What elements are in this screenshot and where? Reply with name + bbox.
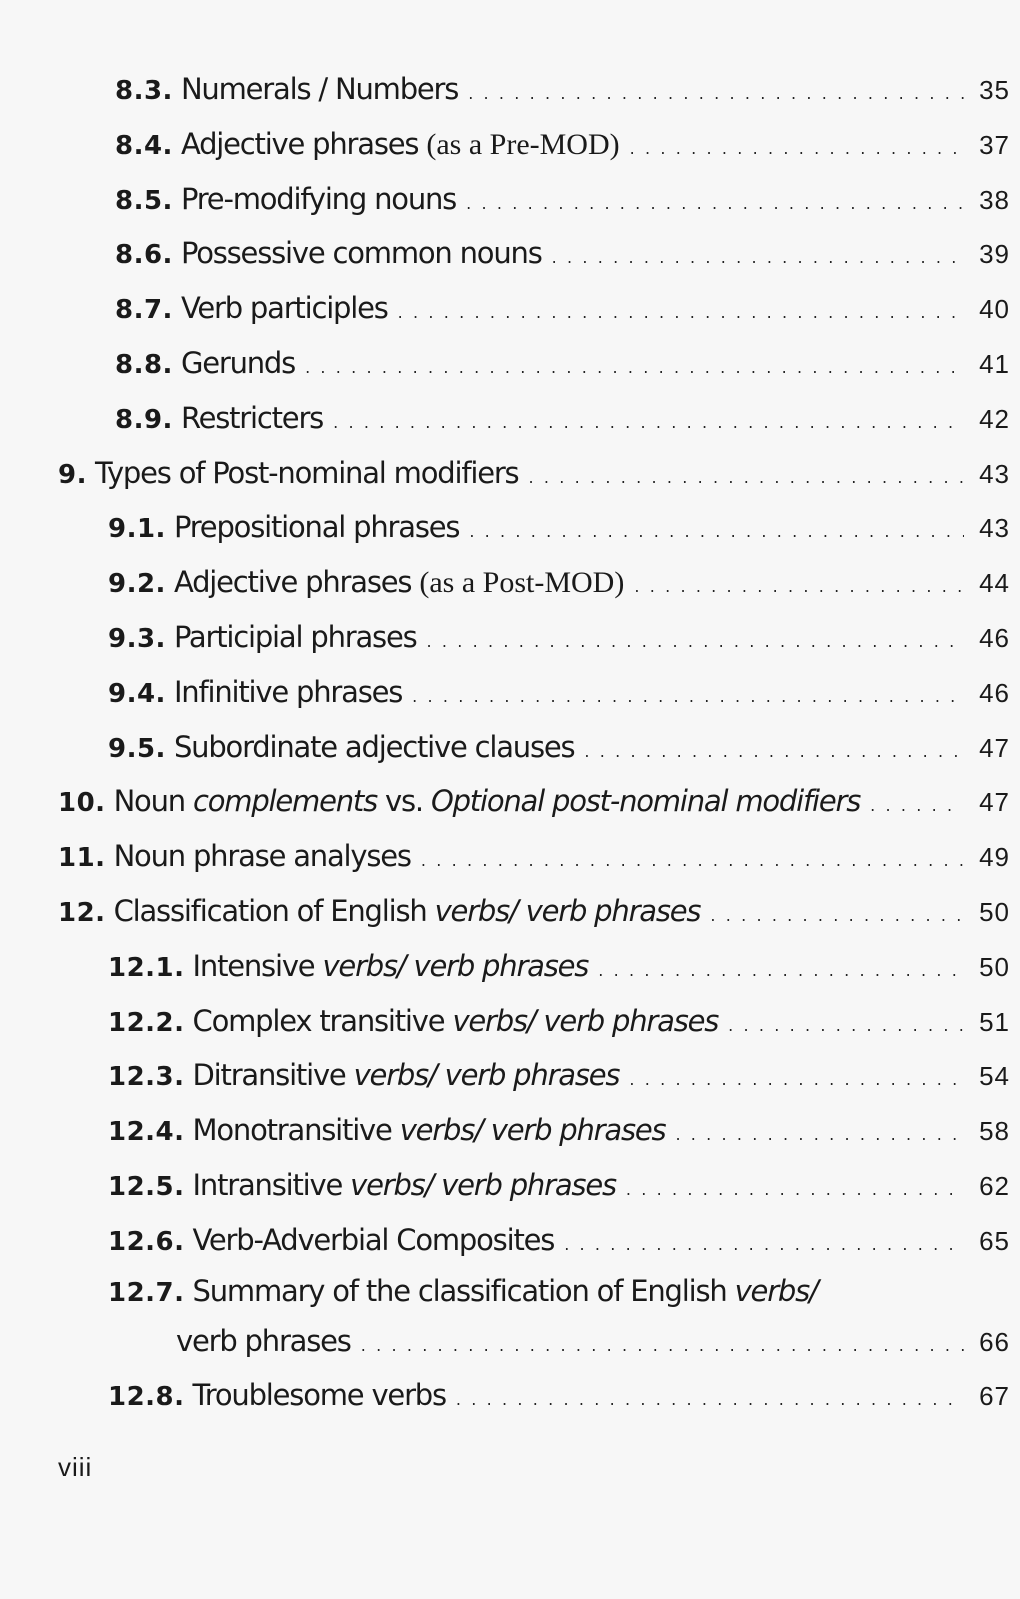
- entry-number: 8.5.: [115, 185, 173, 216]
- toc-entry-9-2: [0, 555, 1020, 610]
- entry-title-continued: verb phrases: [176, 1323, 351, 1358]
- dot-leader: [469, 505, 964, 560]
- entry-title: Noun phrase analyses: [113, 839, 411, 874]
- entry-page: 65: [979, 1225, 1010, 1256]
- toc-entry-9-5: [0, 720, 1020, 775]
- table-of-contents: [0, 62, 1020, 1422]
- entry-page: 50: [979, 951, 1010, 982]
- toc-entry-12-5: [0, 1158, 1020, 1213]
- dot-leader: [398, 286, 964, 341]
- toc-entry-12-3: [0, 1048, 1020, 1103]
- entry-number: 11.: [58, 843, 106, 874]
- dot-leader: [466, 177, 964, 232]
- entry-page: 51: [979, 1006, 1010, 1037]
- toc-entry-8-9: [0, 391, 1020, 446]
- entry-title: Ditransitive verbs/ verb phrases: [192, 1058, 620, 1093]
- entry-page: 46: [979, 622, 1010, 653]
- dot-leader: [630, 122, 964, 177]
- entry-number: 9.5.: [108, 733, 166, 764]
- toc-entry-8-8: [0, 336, 1020, 391]
- entry-title: Gerunds: [180, 345, 296, 380]
- dot-leader: [305, 341, 964, 396]
- entry-title-note: (as a Pre-MOD): [426, 127, 620, 161]
- toc-entry-8-6: [0, 226, 1020, 281]
- entry-title: Subordinate adjective clauses: [173, 729, 575, 764]
- dot-leader: [675, 1108, 964, 1163]
- entry-page: 47: [979, 787, 1010, 818]
- dot-leader: [333, 396, 964, 451]
- dot-leader: [456, 1373, 964, 1428]
- entry-number: 8.4.: [115, 130, 173, 161]
- entry-page: 42: [979, 403, 1010, 434]
- toc-entry-10: [0, 774, 1020, 829]
- entry-number: 9.4.: [108, 678, 166, 709]
- entry-page: 67: [979, 1380, 1010, 1411]
- entry-title: Numerals / Numbers: [180, 72, 459, 106]
- entry-page: 39: [979, 239, 1010, 270]
- entry-title: Adjective phrases (as a Post-MOD): [173, 565, 625, 600]
- toc-entry-12: [0, 884, 1020, 939]
- entry-page: 35: [979, 75, 1010, 105]
- entry-number: 12.7.: [108, 1277, 185, 1308]
- entry-title: Classification of English verbs/ verb phrases: [113, 893, 701, 928]
- dot-leader: [528, 451, 964, 506]
- entry-title: Intensive verbs/ verb phrases: [192, 948, 589, 983]
- entry-number: 9.1.: [108, 514, 166, 545]
- entry-page: 43: [979, 458, 1010, 489]
- toc-entry-9-4: [0, 665, 1020, 720]
- entry-number: 8.6.: [115, 240, 173, 271]
- entry-title: Pre-modifying nouns: [180, 181, 457, 216]
- entry-title: Monotransitive verbs/ verb phrases: [192, 1113, 666, 1148]
- dot-leader: [598, 944, 964, 999]
- entry-title: Noun complements vs. Optional post-nominal modifiers: [113, 784, 861, 819]
- dot-leader: [626, 1163, 964, 1218]
- entry-page: 49: [979, 842, 1010, 873]
- entry-number: 9.2.: [108, 569, 166, 600]
- entry-page: 66: [979, 1326, 1010, 1357]
- entry-number: 8.3.: [115, 76, 173, 106]
- entry-number: 12.: [58, 897, 106, 928]
- entry-number: 12.4.: [108, 1117, 185, 1148]
- entry-page: 46: [979, 677, 1010, 708]
- entry-title: Intransitive verbs/ verb phrases: [192, 1167, 616, 1202]
- entry-title: Adjective phrases (as a Pre-MOD): [180, 126, 620, 161]
- dot-leader: [728, 999, 964, 1054]
- entry-page: 44: [979, 568, 1010, 599]
- entry-title: Types of Post-nominal modifiers: [94, 455, 519, 490]
- entry-title: Possessive common nouns: [180, 236, 542, 271]
- dot-leader: [870, 779, 964, 834]
- entry-number: 9.3.: [108, 623, 166, 654]
- toc-entry-8-5: [0, 172, 1020, 227]
- entry-number: 12.3.: [108, 1062, 185, 1093]
- entry-title: Participial phrases: [173, 619, 417, 654]
- toc-entry-11: [0, 829, 1020, 884]
- entry-title: Troublesome verbs: [192, 1377, 446, 1412]
- dot-leader: [412, 670, 964, 725]
- entry-page: 37: [979, 129, 1010, 160]
- dot-leader: [361, 1319, 964, 1373]
- entry-number: 9.: [58, 459, 87, 490]
- toc-entry-12-7: [0, 1268, 1020, 1314]
- dot-leader: [584, 725, 964, 780]
- dot-leader: [629, 1053, 964, 1108]
- entry-number: 12.8.: [108, 1381, 185, 1412]
- toc-entry-9-1: [0, 500, 1020, 555]
- toc-entry-9-3: [0, 610, 1020, 665]
- dot-leader: [710, 889, 964, 944]
- toc-entry-9: [0, 446, 1020, 501]
- entry-page: 58: [979, 1116, 1010, 1147]
- dot-leader: [634, 560, 964, 615]
- entry-page: 43: [979, 513, 1010, 544]
- entry-title: Complex transitive verbs/ verb phrases: [192, 1003, 719, 1038]
- entry-number: 8.9.: [115, 404, 173, 435]
- entry-number: 8.8.: [115, 349, 173, 380]
- dot-leader: [427, 615, 965, 670]
- dot-leader: [421, 834, 964, 889]
- entry-page: 41: [979, 348, 1010, 379]
- entry-number: 12.6.: [108, 1226, 185, 1257]
- entry-page: 47: [979, 732, 1010, 763]
- toc-entry-12-4: [0, 1103, 1020, 1158]
- entry-title: Infinitive phrases: [173, 674, 403, 709]
- toc-entry-12-1: [0, 939, 1020, 994]
- entry-page: 62: [979, 1170, 1010, 1201]
- entry-number: 8.7.: [115, 295, 173, 326]
- entry-title: Summary of the classification of English verbs/: [192, 1273, 818, 1308]
- toc-entry-8-4: [0, 117, 1020, 172]
- dot-leader: [468, 67, 964, 122]
- toc-entry-8-3: [0, 62, 1020, 117]
- entry-title: Prepositional phrases: [173, 510, 460, 545]
- entry-page: 54: [979, 1061, 1010, 1092]
- dot-leader: [552, 231, 964, 286]
- toc-entry-12-6: [0, 1213, 1020, 1268]
- toc-entry-12-8: [0, 1368, 1020, 1423]
- entry-number: 12.1.: [108, 952, 185, 983]
- toc-entry-8-7: [0, 281, 1020, 336]
- entry-page: 38: [979, 184, 1010, 215]
- entry-title: Verb-Adverbial Composites: [192, 1222, 555, 1257]
- entry-title: Restricters: [180, 400, 324, 435]
- dot-leader: [564, 1218, 964, 1273]
- page-number: viii: [58, 1452, 93, 1482]
- entry-number: 12.5.: [108, 1171, 185, 1202]
- toc-entry-12-7-continued: [0, 1314, 1020, 1368]
- entry-page: 50: [979, 896, 1010, 927]
- entry-number: 12.2.: [108, 1007, 185, 1038]
- entry-page: 40: [979, 294, 1010, 325]
- entry-title: Verb participles: [180, 291, 388, 326]
- entry-title-note: (as a Post-MOD): [419, 566, 625, 600]
- entry-number: 10.: [58, 788, 106, 819]
- toc-entry-12-2: [0, 994, 1020, 1049]
